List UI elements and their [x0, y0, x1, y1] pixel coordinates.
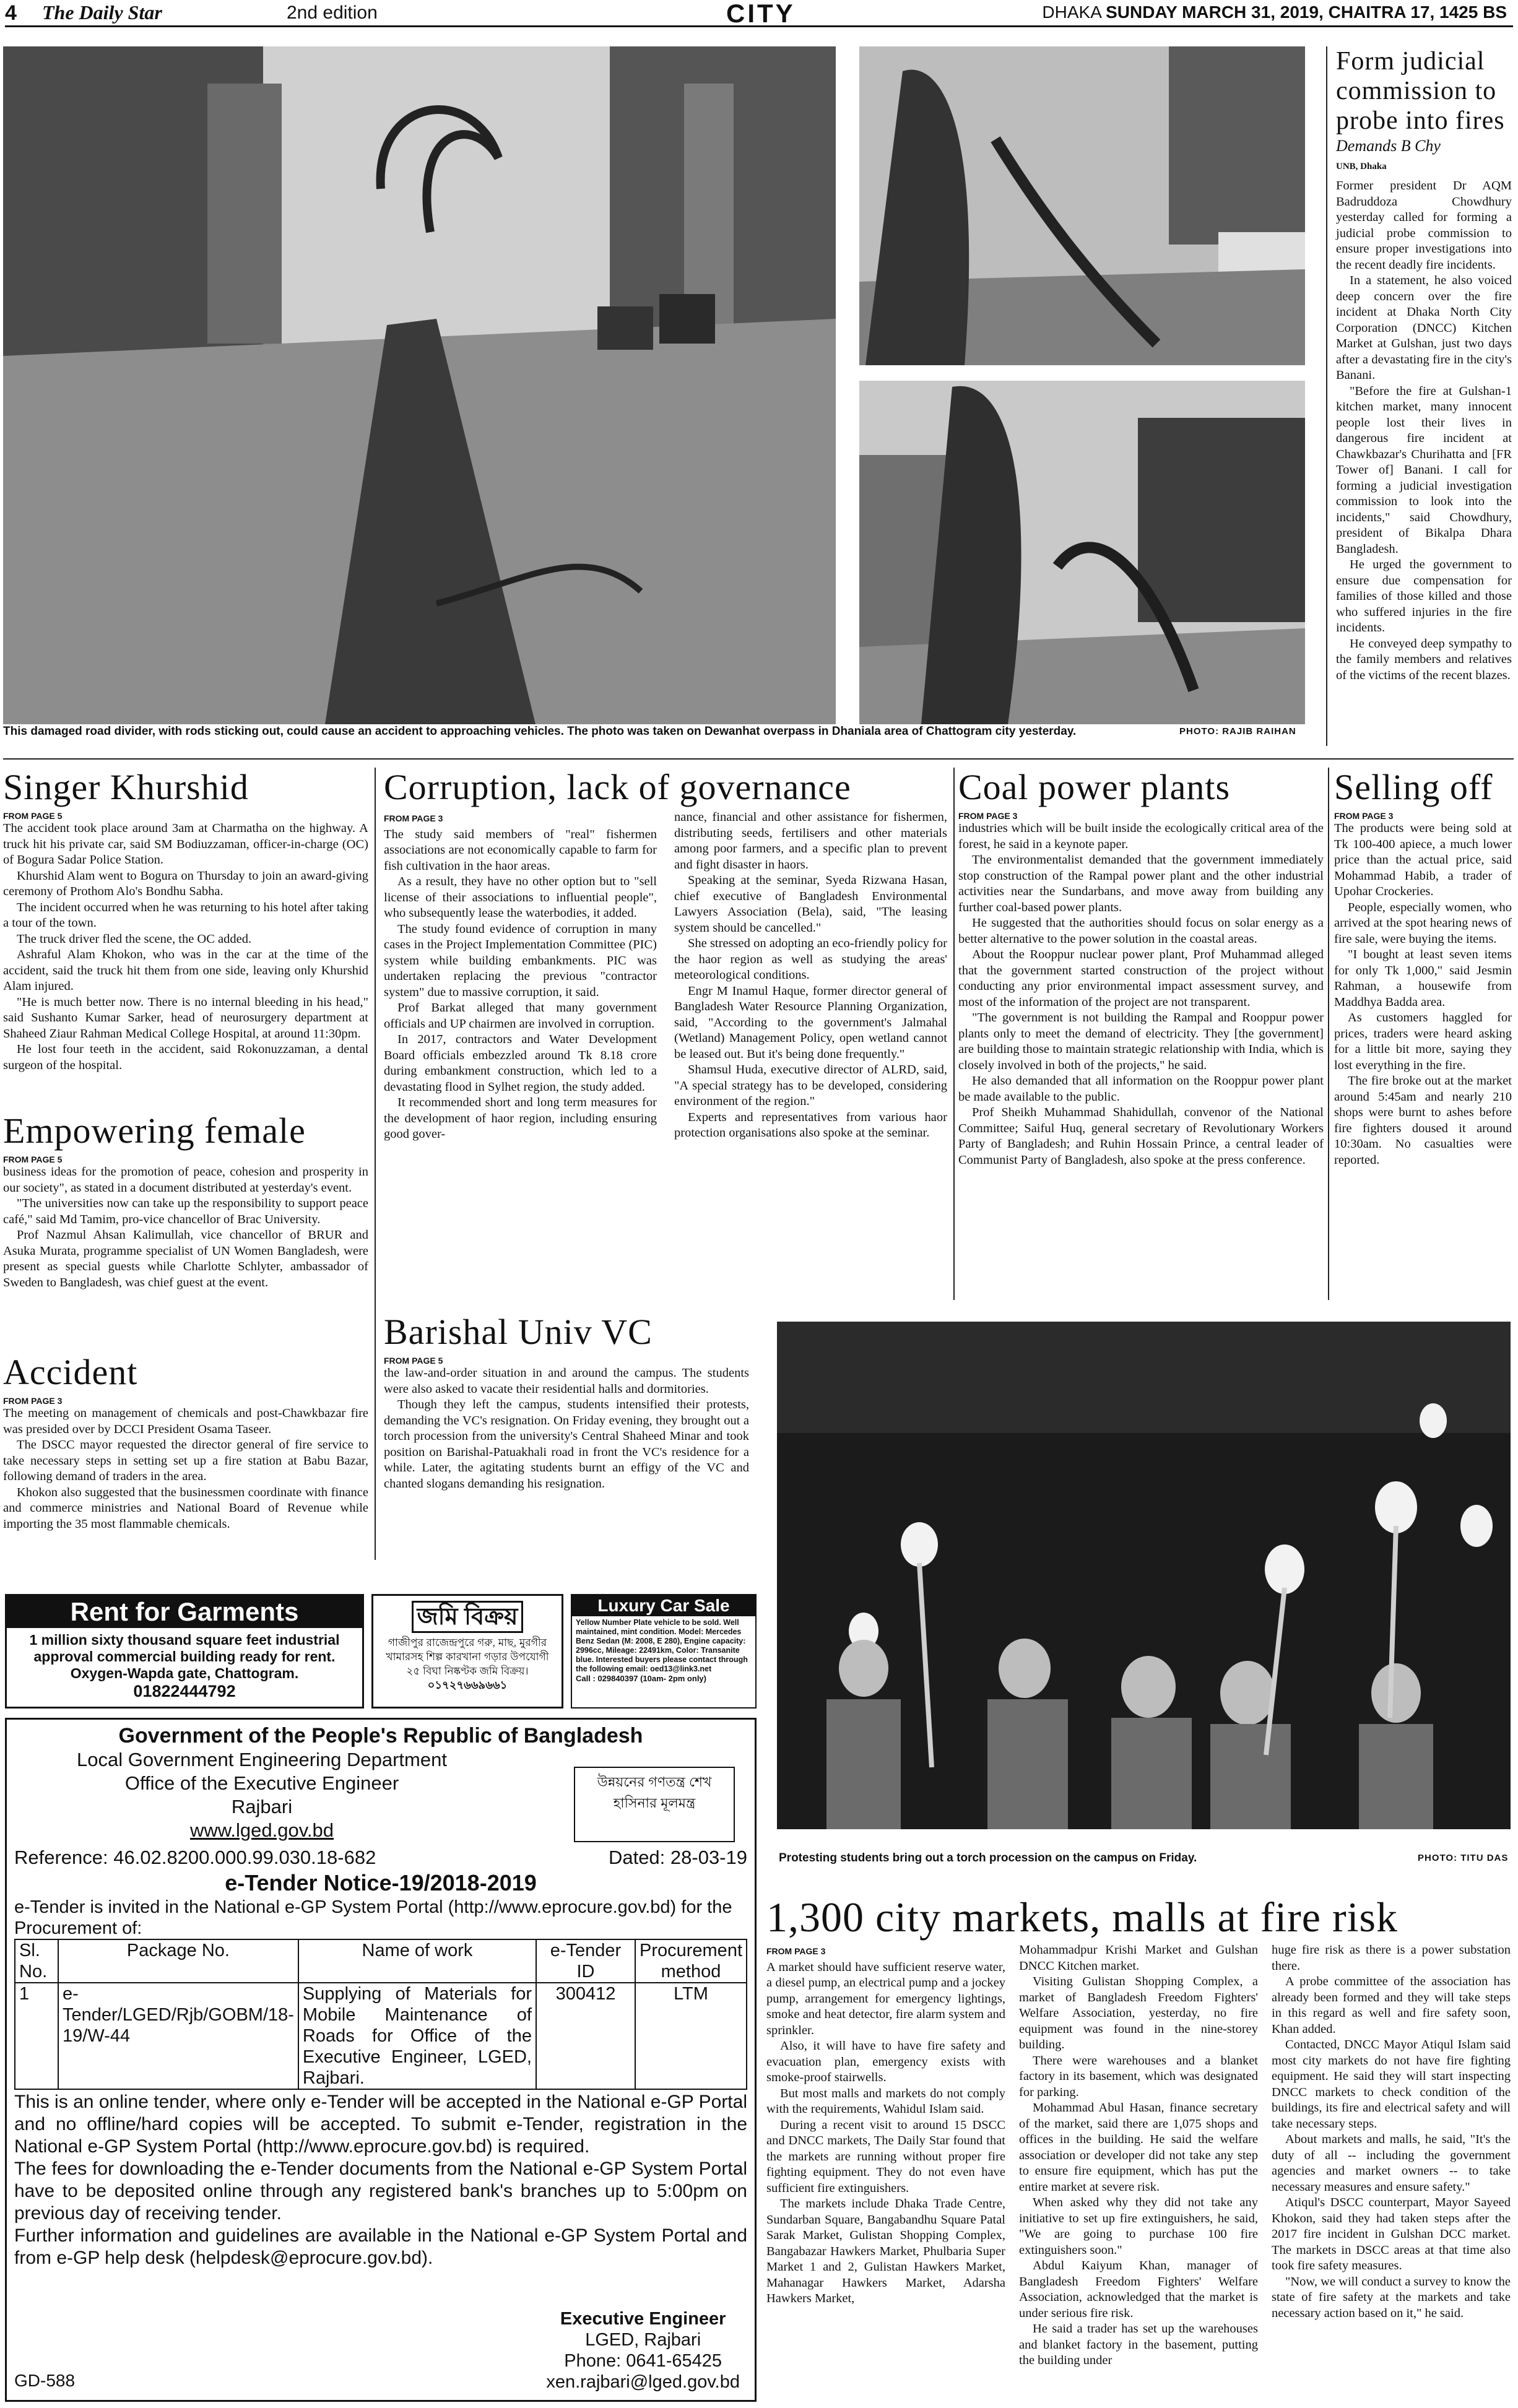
- paragraph: When asked why they did not take any initiative to set up fire extinguishers, he said, "We are going to purchase 100 fire extinguishers soon.": [1019, 2196, 1258, 2257]
- road-divider-photo-large: [3, 46, 836, 724]
- barishal-body: [384, 1366, 749, 1492]
- photo-caption: This damaged road divider, with rods sticking out, could cause an accident to approaching vehicles. The photo was taken on Dewanhat overpass in Dhaniala area of Chattogram city yesterday.: [3, 725, 1077, 738]
- section-title: CITY: [726, 0, 796, 28]
- paragraph: Prof Barkat alleged that many government officials and UP chairmen are involved in corruption.: [384, 1001, 657, 1031]
- paragraph: The study said members of "real" fishermen associations are not economically capable to farm for fish cultivation in the haor areas.: [384, 827, 657, 873]
- ad-title: জমি বিক্রয়: [412, 1601, 523, 1633]
- judicial-byline: UNB, Dhaka: [1336, 162, 1387, 171]
- dateline: [1042, 2, 1507, 22]
- paragraph: About markets and malls, he said, "It's the duty of all -- including the government agencies and market owners -- to take necessary measures and ensure safety.": [1272, 2133, 1511, 2194]
- column-rule: [953, 768, 955, 1300]
- page-number: 4: [5, 1, 17, 25]
- paragraph: In 2017, contractors and Water Development Board officials embezzled around Tk 8.18 crore during embankment construction, which led to a devastating flood in Sylhet region, the study added.: [384, 1033, 657, 1094]
- table-header: Name of work: [298, 1939, 536, 1983]
- table-header: Procurement method: [635, 1939, 747, 1983]
- tender-notice-title: e-Tender Notice-19/2018-2019: [225, 1870, 537, 1895]
- photo-credit: PHOTO: RAJIB RAIHAN: [1179, 726, 1296, 737]
- judicial-headline: Form judicial commission to probe into fires: [1336, 47, 1505, 135]
- paragraph: Engr M Inamul Haque, former director general of Bangladesh Water Resource Planning Organization, said, "According to the government's Jalmahal (Wetland) Management Policy, open wetland cannot be leased out. But it's being done frequently.": [674, 984, 947, 1061]
- paragraph: "Before the fire at Gulshan-1 kitchen market, many innocent people lost their lives in dangerous fire incident at Chawkbazar's Churihatta and [FR Tower of] Banani. I call for forming a judicial investigation commission to look into the incidents," said Chowdhury, president of Bikalpa Dhara Bangladesh.: [1336, 384, 1512, 556]
- tender-location: Rajbari: [231, 1796, 293, 1817]
- tender-office: Office of the Executive Engineer: [124, 1772, 399, 1794]
- photo-credit: PHOTO: TITU DAS: [1418, 1853, 1509, 1863]
- paragraph: "I bought at least seven items for only Tk 1,000," said Jesmin Rahman, a housewife from Maddhya Badda area.: [1334, 948, 1512, 1009]
- table-cell: LTM: [635, 1983, 747, 2089]
- tender-date: Dated: 28-03-19: [608, 1847, 747, 1868]
- paragraph: The markets include Dhaka Trade Centre, Sundarban Square, Bangabandhu Square Patal Sarak Market, Gulistan Shopping Complex, Bangabazar Hawkers Market, Phulbaria Super Market 1 and 2, Gulistan Hawkers Market, Mahanagar Hawkers Market, Adarsha Hawkers Market,: [766, 2197, 1005, 2305]
- paragraph: Ashraful Alam Khokon, who was in the car at the time of the accident, said the truck hit them from one side, leaving only Khurshid Alam injured.: [3, 948, 368, 993]
- paragraph: She stressed on adopting an eco-friendly policy for the haor region as well as studying the areas' meteorological conditions.: [674, 937, 947, 982]
- paragraph: "He is much better now. There is no internal bleeding in his head," said Sushanto Kumar Sarker, head of neurosurgery department at Shaheed Ziaur Rahman Medical College Hospital, at around 11:30pm.: [3, 995, 368, 1041]
- photo-caption: Protesting students bring out a torch procession on the campus on Friday.: [779, 1851, 1197, 1864]
- corruption-column-2: [674, 807, 947, 1143]
- road-divider-photo-bottom-right: [859, 381, 1305, 724]
- paragraph: As a result, they have no other option but to "sell license of their associations to influential people", who subsequently lease the waterbodies, it added.: [384, 875, 657, 920]
- ad-luxury-car: [571, 1594, 757, 1709]
- barishal-article: [384, 1312, 749, 1492]
- paragraph: The environmentalist demanded that the government immediately stop construction of the Rampal power plant and the other industrial activities near the Sundarbans, and move away from building any further coal-based power plants.: [958, 853, 1324, 914]
- tender-notice: [5, 1718, 757, 2402]
- selling-headline: Selling off: [1334, 767, 1493, 807]
- ad-phone: 01822444792: [133, 1682, 236, 1700]
- singer-headline: Singer Khurshid: [3, 767, 249, 807]
- paragraph: The truck driver fled the scene, the OC added.: [17, 932, 252, 946]
- ad-text: 1 million sixty thousand square feet industrial approval commercial building ready for rent. Oxygen-Wapda gate, Chattogram.: [29, 1632, 340, 1681]
- paragraph: It recommended short and long term measures for the development of haor region, including ensuring good gover-: [384, 1096, 657, 1141]
- paragraph: A probe committee of the association has already been formed and they will take steps in this regard as well and fire safety soon, Khan added.: [1272, 1975, 1511, 2036]
- signatory-office: LGED, Rajbari: [585, 2330, 701, 2350]
- table-cell: 300412: [536, 1983, 635, 2089]
- paragraph: The fire broke out at the market around 5:45am and nearly 210 shops were burnt to ashes before fire fighters doused it around 10:30am. No casualties were reported.: [1334, 1074, 1512, 1167]
- table-header: Sl. No.: [15, 1939, 58, 1983]
- tender-department: Local Government Engineering Department: [77, 1749, 447, 1770]
- signatory-email: xen.rajbari@lged.gov.bd: [546, 2372, 740, 2392]
- paragraph: Abdul Kaiyum Khan, manager of Bangladesh Freedom Fighters' Welfare Association, acknowledged that the market is under serious fire risk.: [1019, 2259, 1258, 2320]
- torch-procession-photo: [777, 1322, 1511, 1829]
- ad-rent-garments: [5, 1594, 364, 1709]
- female-body: [3, 1164, 368, 1291]
- tender-para-3: Further information and guidelines are available in the National e-GP System Portal and from e-GP help desk (helpdesk@eprocure.gov.bd).: [14, 2225, 747, 2268]
- paragraph: Contacted, DNCC Mayor Atiqul Islam said most city markets do not have fire fighting equipment. He said they will start inspecting DNCC markets to check condition of the buildings, its fire and electrical safety and will take necessary steps.: [1272, 2038, 1511, 2131]
- signatory-phone: Phone: 0641-65425: [564, 2351, 722, 2371]
- paragraph: Former president Dr AQM Badruddoza Chowdhury yesterday called for forming a judicial probe commission to ensure proper investigations into the recent deadly fire incidents.: [1336, 179, 1512, 272]
- corruption-headline: Corruption, lack of governance: [384, 767, 851, 807]
- paragraph: About the Rooppur nuclear power plant, Prof Muhammad alleged that the government started construction of the project without conducting any prior environmental impact assessment survey, and most of the information of the project are not transparent.: [958, 948, 1324, 1009]
- accident-body: [3, 1406, 368, 1532]
- coal-article: [958, 768, 1324, 1168]
- paragraph: Also, it will have to have fire safety and evacuation plan, emergency exists with smoke-proof stairwells.: [766, 2039, 1005, 2084]
- tender-signature: [546, 2308, 740, 2393]
- from-page-label: FROM PAGE 5: [384, 1356, 443, 1366]
- paragraph: huge fire risk as there is a power substation there.: [1272, 1943, 1511, 1973]
- accident-article: [3, 1353, 368, 1532]
- page-header: [5, 0, 1513, 27]
- barishal-headline: Barishal Univ VC: [384, 1312, 653, 1352]
- paragraph: The meeting on management of chemicals and post-Chawkbazar fire was presided over by DCCI President Osama Taseer.: [3, 1406, 368, 1436]
- from-page-label: FROM PAGE 3: [958, 811, 1018, 821]
- singer-body: [3, 821, 368, 1073]
- paragraph: As customers haggled for prices, traders were heard asking for a little bit more, saying they lost everything in the fire.: [1334, 1011, 1512, 1072]
- coal-body: [958, 821, 1324, 1168]
- column-rule: [375, 768, 376, 1560]
- paragraph: "The government is not building the Rampal and Rooppur power plants only to meet the demand of electricity. They [the government] are building those to maintain strategic relationship with India, which is closely involved in both of the projects," he said.: [958, 1011, 1324, 1072]
- section-rule: [3, 758, 1514, 760]
- column-rule: [1326, 46, 1327, 746]
- tender-gov-title: Government of the People's Republic of Bangladesh: [118, 1724, 643, 1748]
- ad-call: Call : 029840397 (10am- 2pm only): [576, 1674, 706, 1683]
- paragraph: He conveyed deep sympathy to the family members and relatives of the victims of the recent blazes.: [1336, 636, 1512, 682]
- masthead-logo: The Daily Star: [42, 1, 162, 24]
- paragraph: He also demanded that all information on the Rooppur power plant be made available to the public.: [958, 1074, 1324, 1104]
- paragraph: Mohammad Abul Hasan, finance secretary of the market, said there are 1,075 shops and offices in the building. He said the welfare association or developer did not take any step to ensure fire equipment, which has put the entire market at severe risk.: [1019, 2101, 1258, 2194]
- slogan-logo: উন্নয়নের গণতন্ত্র শেখ হাসিনার মূলমন্ত্র: [574, 1767, 735, 1842]
- table-header: e-Tender ID: [536, 1939, 635, 1983]
- from-page-label: FROM PAGE 3: [1334, 811, 1394, 821]
- from-page-label: FROM PAGE 3: [766, 1946, 826, 1956]
- paragraph: The accident took place around 3am at Charmatha on the highway. A truck hit his private car, said SM Bodiuzzaman, officer-in-charge (OC) of Bogura Sadar Police Station.: [3, 821, 368, 867]
- gd-number: GD-588: [14, 2371, 76, 2390]
- paragraph: Khokon also suggested that the businessmen coordinate with finance and commerce ministries and National Board of Revenue while importing the 35 most flammable chemicals.: [3, 1485, 368, 1531]
- paragraph: In a statement, he also voiced deep concern over the fire incident at Dhaka North City Corporation (DNCC) Kitchen Market at Gulshan, just two days after a devastating fire in the city's Banani.: [1336, 274, 1512, 382]
- tender-website-link[interactable]: www.lged.gov.bd: [189, 1819, 334, 1841]
- singer-article: [3, 768, 368, 1073]
- from-page-label: FROM PAGE 5: [3, 811, 63, 821]
- markets-column-1: [766, 1940, 1005, 2369]
- from-page-label: FROM PAGE 5: [3, 1154, 63, 1164]
- dateline-city: DHAKA: [1042, 2, 1101, 22]
- judicial-body: [1336, 178, 1512, 683]
- paragraph: Khurshid Alam went to Bogura on Thursday to join an award-giving ceremony of Prothom Alo's Bondhu Sabha.: [3, 868, 368, 898]
- from-page-label: FROM PAGE 3: [384, 813, 443, 823]
- tender-table: [14, 1939, 747, 2090]
- markets-headline: 1,300 city markets, malls at fire risk: [766, 1894, 1398, 1941]
- corruption-column-1: [384, 807, 657, 1143]
- female-headline: Empowering female: [3, 1111, 306, 1151]
- signatory-title: Executive Engineer: [560, 2309, 726, 2329]
- markets-article: [766, 1894, 1512, 2369]
- selling-article: [1334, 768, 1512, 1168]
- judicial-article: [1336, 46, 1512, 683]
- tender-para-2: The fees for downloading the e-Tender documents from the National e-GP System Portal have to be deposited online through any registered bank's branches up to 5:00pm on previous day of receiving tender.: [14, 2159, 747, 2224]
- paragraph: "The universities now can take up the responsibility to support peace café," said Md Tamim, pro-vice chancellor of Brac University.: [3, 1197, 368, 1226]
- coal-headline: Coal power plants: [958, 767, 1231, 807]
- paragraph: Visiting Gulistan Shopping Complex, a market of Bangladesh Freedom Fighters' Welfare Association, yesterday, no fire equipment was found in the nine-storey building.: [1019, 1975, 1258, 2051]
- road-divider-photo-top-right: [859, 46, 1305, 365]
- ad-title: Luxury Car Sale: [572, 1595, 755, 1616]
- paragraph: Atiqul's DSCC counterpart, Mayor Sayeed Khokon, said they had taken steps after the 2017 fire incident in Gulshan DCC market. The markets in DSCC areas at that time also took fire safety measures.: [1272, 2196, 1511, 2272]
- female-article: [3, 1111, 368, 1291]
- paragraph: The study found evidence of corruption in many cases in the Project Implementation Committee (PIC) system while building embankments. PIC was undertaken replacing the previous "contractor system" due to massive corruption, it said.: [384, 922, 657, 999]
- paragraph: Speaking at the seminar, Syeda Rizwana Hasan, chief executive of Bangladesh Environmental Lawyers Association (Bela), said, "The leasing system should be cancelled.": [674, 873, 947, 935]
- tender-reference: Reference: 46.02.8200.000.99.030.18-682: [14, 1847, 376, 1868]
- paragraph: He suggested that the authorities should focus on solar energy as a better alternative to the power solution in the coastal areas.: [958, 916, 1324, 946]
- paragraph: Shamsul Huda, executive director of ALRD, said, "A special strategy has to be developed, considering environment of the region.": [674, 1063, 947, 1108]
- paragraph: He urged the government to ensure due compensation for families of those killed and those who suffered injuries in the fire incidents.: [1336, 558, 1512, 634]
- table-header-row: [15, 1939, 747, 1983]
- dateline-date: SUNDAY MARCH 31, 2019, CHAITRA 17, 1425 BS: [1106, 2, 1507, 22]
- selling-body: [1334, 821, 1512, 1168]
- paragraph: The DSCC mayor requested the director general of fire service to take necessary steps in setting set up a fire station at Babu Bazar, following demand of traders in the area.: [3, 1438, 368, 1483]
- paragraph: He said a trader has set up the warehouses and blanket factory in the basement, putting the building under: [1019, 2322, 1258, 2367]
- paragraph: nance, financial and other assistance for fishermen, distributing seeds, fertilisers and other materials among poor farmers, and a specific plan to prevent and fight disaster in haors.: [674, 810, 947, 872]
- paragraph: People, especially women, who arrived at the spot hearing news of fire sale, were buying the items.: [1334, 900, 1512, 946]
- column-rule: [1328, 768, 1329, 1300]
- table-cell: e-Tender/LGED/Rjb/GOBM/18-19/W-44: [58, 1983, 298, 2089]
- paragraph: The products were being sold at Tk 100-400 apiece, a much lower price than the actual price, said Mohammad Habib, a trader of Upohar Crockeries.: [1334, 821, 1512, 898]
- corruption-article: [384, 768, 947, 1143]
- paragraph: Prof Sheikh Muhammad Shahidullah, convenor of the National Committee; Saiful Huq, general secretary of Revolutionary Workers Party of Bangladesh; and Ruhin Hossain Prince, a central leader of Communist Party of Bangladesh, also spoke at the press conference.: [958, 1106, 1324, 1167]
- table-cell: 1: [15, 1983, 58, 2089]
- tender-para-1: This is an online tender, where only e-Tender will be accepted in the National e-GP Portal and no offline/hard copies will be accepted. To submit e-Tender, registration in the National e-GP System Portal (http://www.eprocure.gov.bd) is required.: [14, 2092, 747, 2157]
- table-row: [15, 1983, 747, 2089]
- paragraph: the law-and-order situation in and around the campus. The students were also asked to vacate their residential halls and dormitories.: [384, 1366, 749, 1396]
- accident-headline: Accident: [3, 1352, 138, 1392]
- markets-column-3: [1272, 1940, 1511, 2369]
- paragraph: industries which will be built inside the ecologically critical area of the forest, he said in a keynote paper.: [958, 821, 1324, 851]
- paragraph: There were warehouses and a blanket factory in its basement, which was designated for parking.: [1019, 2053, 1258, 2099]
- ad-text: Yellow Number Plate vehicle to be sold. Well maintained, mint condition. Model: Mercedes Benz Sedan (M: 2008, E 280), Engine capacity: 2996cc, Mileage: 22491km, Color: Transanite blue. Interested buyers please contact through the following email: oed13@link3.net: [576, 1618, 748, 1673]
- paragraph: business ideas for the promotion of peace, cohesion and prosperity in our society", as stated in a document distributed at yesterday's event.: [3, 1165, 368, 1195]
- tender-intro: e-Tender is invited in the National e-GP System Portal (http://www.eprocure.gov.bd) for the Procurement of:: [14, 1897, 732, 1938]
- paragraph: Though they left the campus, students intensified their protests, demanding the VC's resignation. On Friday evening, they brought out a torch procession from the university's Central Shaheed Minar and took position on Barishal-Patuakhali road in front the VC's residence for a while. Later, the agitating students burnt an effigy of the VC and chanted slogans demanding his resignation.: [384, 1398, 749, 1491]
- paragraph: During a recent visit to around 15 DSCC and DNCC markets, The Daily Star found that the markets are running without proper fire fighting equipment. They do not even have sufficient fire extinguishers.: [766, 2118, 1005, 2195]
- edition-label: 2nd edition: [287, 2, 378, 23]
- paragraph: Experts and representatives from various haor protection organisations also spoke at the seminar.: [674, 1110, 947, 1140]
- paragraph: The incident occurred when he was returning to his hotel after taking a tour of the town.: [3, 900, 368, 930]
- ad-phone: ০১৭২৭৬৬৯৬৬১: [427, 1679, 508, 1691]
- ad-text: গাজীপুর রাজেন্দ্রপুরে গরু, মাছ, মুরগীর খামারসহ শিল্প কারখানা গড়ার উপযোগী ২৫ বিঘা নিষ্কণ্টক জমি বিক্রয়।: [386, 1637, 549, 1677]
- ad-title: Rent for Garments: [7, 1596, 362, 1628]
- paragraph: A market should have sufficient reserve water, a diesel pump, an electrical pump and a jockey pump, arrangement for emergency lightings, smoke and heat detector, fire alarm system and sprinkler.: [766, 1960, 1005, 2037]
- paragraph: But most malls and markets do not comply with the requirements, Wahidul Islam said.: [766, 2086, 1005, 2116]
- ad-land-sale: [371, 1594, 563, 1709]
- table-header: Package No.: [58, 1939, 298, 1983]
- table-cell: Supplying of Materials for Mobile Maintenance of Roads for Office of the Executive Engineer, LGED, Rajbari.: [298, 1983, 536, 2089]
- paragraph: Mohammadpur Krishi Market and Gulshan DNCC Kitchen market.: [1019, 1943, 1258, 1973]
- paragraph: "Now, we will conduct a survey to know the state of fire safety at the markets and take necessary action based on it," he said.: [1272, 2274, 1511, 2320]
- markets-column-2: [1019, 1940, 1258, 2369]
- judicial-kicker: Demands B Chy: [1336, 137, 1441, 155]
- paragraph: He lost four teeth in the accident, said Rokonuzzaman, a dental surgeon of the hospital.: [3, 1042, 368, 1072]
- from-page-label: FROM PAGE 3: [3, 1396, 63, 1406]
- paragraph: Prof Nazmul Ahsan Kalimullah, vice chancellor of BRUR and Asuka Murata, programme specialist of UN Women Bangladesh, were present as special guests while Charlotte Schlyter, ambassador of Sweden to Bangladesh, was chief guest at the event.: [3, 1228, 368, 1289]
